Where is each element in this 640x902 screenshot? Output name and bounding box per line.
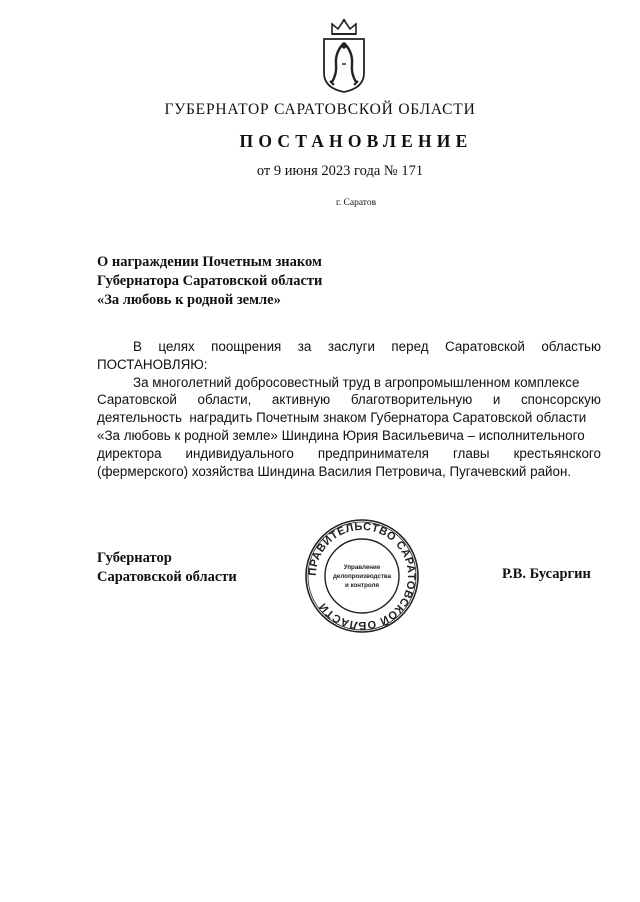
body-line: директора индивидуального предпринимателя главы крестьянского [97, 445, 601, 461]
body-line: Саратовской области, активную благотворительную и спонсорскую [97, 392, 601, 408]
subject-line: «За любовь к родной земле» [97, 292, 281, 308]
body-line: (фермерского) хозяйства Шиндина Василия Петровича, Пугачевский район. [97, 463, 572, 479]
document-subject [97, 253, 322, 310]
seal-center-line: и контроля [344, 582, 380, 589]
subject-line: О награждении Почетным знаком [97, 254, 322, 270]
body-line: ПОСТАНОВЛЯЮ: [97, 356, 208, 372]
subject-line: Губернатора Саратовской области [97, 273, 323, 289]
seal-center-line: делопроизводства [332, 573, 392, 580]
seal-center-line: Управление [343, 564, 381, 571]
document-type-title: ПОСТАНОВЛЕНИЕ [239, 131, 473, 151]
body-line: В целях поощрения за заслуги перед Саратовской областью [133, 339, 601, 354]
signatory-title: Губернатор Саратовской области [97, 550, 237, 585]
body-line: деятельность наградить Почетным знаком Губернатора Саратовской области [97, 410, 587, 426]
body-line: «За любовь к родной земле» Шиндина Юрия Васильевича – исполнительного [97, 427, 585, 443]
signatory-name: Р.В. Бусаргин [502, 566, 591, 582]
document-body [97, 338, 601, 480]
saratov-coat-of-arms-icon [318, 18, 370, 94]
seal-ring-text: ПРАВИТЕЛЬСТВО САРАТОВСКОЙ ОБЛАСТИ [306, 520, 418, 632]
issuing-authority: ГУБЕРНАТОР САРАТОВСКОЙ ОБЛАСТИ [164, 101, 476, 118]
official-seal-stamp [304, 518, 420, 634]
body-line: За многолетний добросовестный труд в агропромышленном комплексе [133, 374, 580, 390]
document-date-number: от 9 июня 2023 года № 171 [256, 163, 424, 179]
document-place: г. Саратов [335, 198, 377, 208]
